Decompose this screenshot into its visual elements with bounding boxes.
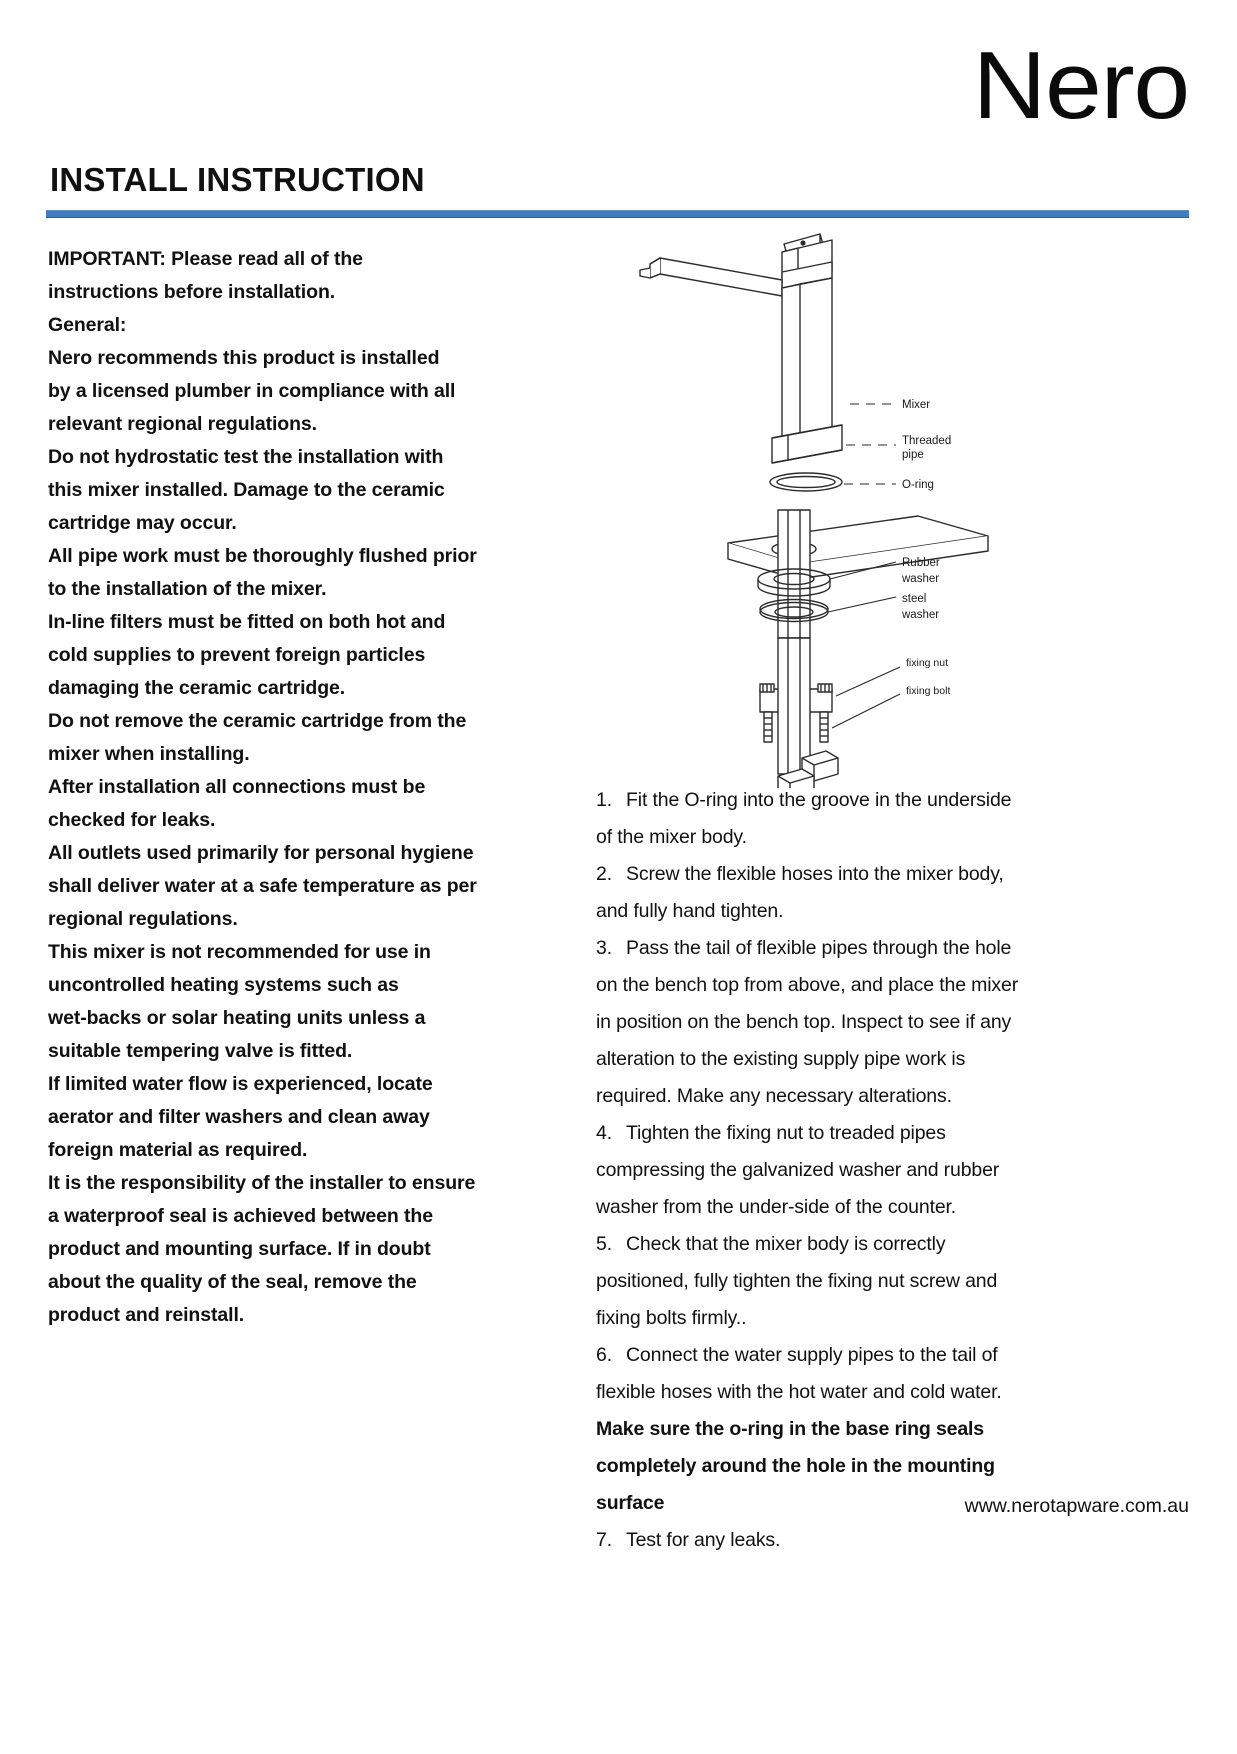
step-number: 5. bbox=[596, 1233, 612, 1255]
step-item bbox=[596, 1226, 1066, 1337]
step-text: Tighten the fixing nut to treaded pipes bbox=[626, 1122, 946, 1144]
label-o-ring: O-ring bbox=[902, 479, 934, 491]
step-text: fixing bolts firmly.. bbox=[596, 1307, 747, 1329]
general-line: instructions before installation. bbox=[48, 281, 336, 303]
general-line: regional regulations. bbox=[48, 908, 238, 930]
general-line: aerator and filter washers and clean away bbox=[48, 1106, 430, 1128]
step-text: Screw the flexible hoses into the mixer body, bbox=[626, 863, 1004, 885]
step-text: Check that the mixer body is correctly bbox=[626, 1233, 946, 1255]
step-text-bold: Make sure the o-ring in the base ring seals bbox=[596, 1418, 984, 1440]
step-text-bold: completely around the hole in the mounting surface bbox=[596, 1455, 995, 1514]
general-line: If limited water flow is experienced, locate bbox=[48, 1073, 433, 1095]
general-line: wet-backs or solar heating units unless a bbox=[48, 1007, 426, 1029]
step-number: 1. bbox=[596, 789, 612, 811]
step-number: 2. bbox=[596, 863, 612, 885]
general-line: IMPORTANT: Please read all of the bbox=[48, 248, 363, 270]
general-line: mixer when installing. bbox=[48, 743, 250, 765]
step-item bbox=[596, 1115, 1066, 1226]
general-line: shall deliver water at a safe temperature as per bbox=[48, 875, 477, 897]
general-line: checked for leaks. bbox=[48, 809, 216, 831]
general-line: It is the responsibility of the installer to ensure bbox=[48, 1172, 476, 1194]
footer-website-url: www.nerotapware.com.au bbox=[964, 1495, 1189, 1517]
general-line: Do not hydrostatic test the installation with bbox=[48, 446, 444, 468]
general-line: a waterproof seal is achieved between the bbox=[48, 1205, 433, 1227]
page-title: INSTALL INSTRUCTION bbox=[50, 161, 425, 198]
step-text: Connect the water supply pipes to the tail of bbox=[626, 1344, 998, 1366]
general-line: foreign material as required. bbox=[48, 1139, 308, 1161]
step-text: Pass the tail of flexible pipes through the hole bbox=[626, 937, 1012, 959]
label-steel-washer-line1: steel bbox=[902, 593, 927, 605]
general-line: product and mounting surface. If in doubt bbox=[48, 1238, 431, 1260]
step-text: required. Make any necessary alterations. bbox=[596, 1085, 952, 1107]
general-line: All outlets used primarily for personal hygiene bbox=[48, 842, 474, 864]
label-rubber-washer-line2: washer bbox=[902, 573, 940, 585]
general-line: After installation all connections must be bbox=[48, 776, 426, 798]
label-mixer: Mixer bbox=[902, 399, 931, 411]
mixer-exploded-diagram bbox=[588, 218, 1108, 788]
general-line: damaging the ceramic cartridge. bbox=[48, 677, 346, 699]
installation-steps-list bbox=[596, 782, 1066, 1559]
general-line: In-line filters must be fitted on both hot and bbox=[48, 611, 446, 633]
step-text: positioned, fully tighten the fixing nut screw and bbox=[596, 1270, 998, 1292]
general-line: relevant regional regulations. bbox=[48, 413, 317, 435]
step-item bbox=[596, 782, 1066, 856]
label-threaded-pipe-line2: pipe bbox=[902, 449, 924, 461]
title-divider-rule bbox=[46, 210, 1189, 218]
general-line: cartridge may occur. bbox=[48, 512, 237, 534]
general-line: Nero recommends this product is installed bbox=[48, 347, 440, 369]
step-text: and fully hand tighten. bbox=[596, 900, 784, 922]
general-line: about the quality of the seal, remove the bbox=[48, 1271, 417, 1293]
step-text: Test for any leaks. bbox=[626, 1529, 781, 1551]
general-line: All pipe work must be thoroughly flushed prior bbox=[48, 545, 477, 567]
step-number: 6. bbox=[596, 1344, 612, 1366]
step-item bbox=[596, 856, 1066, 930]
step-text: washer from the under-side of the counter. bbox=[596, 1196, 957, 1218]
general-line: by a licensed plumber in compliance with all bbox=[48, 380, 456, 402]
label-fixing-nut: fixing nut bbox=[906, 657, 949, 669]
general-line: Do not remove the ceramic cartridge from the bbox=[48, 710, 467, 732]
general-line: General: bbox=[48, 314, 127, 336]
step-text: compressing the galvanized washer and rubber bbox=[596, 1159, 1000, 1181]
step-number: 4. bbox=[596, 1122, 612, 1144]
nero-logo: Nero bbox=[972, 32, 1189, 139]
step-text: on the bench top from above, and place the mixer bbox=[596, 974, 1019, 996]
general-instructions-column bbox=[48, 243, 528, 1332]
general-line: This mixer is not recommended for use in bbox=[48, 941, 431, 963]
general-line: uncontrolled heating systems such as bbox=[48, 974, 399, 996]
step-item bbox=[596, 1522, 1066, 1559]
step-text: flexible hoses with the hot water and cold water. bbox=[596, 1381, 1002, 1403]
step-item bbox=[596, 930, 1066, 1115]
step-text: of the mixer body. bbox=[596, 826, 747, 848]
general-line: product and reinstall. bbox=[48, 1304, 245, 1326]
label-steel-washer-line2: washer bbox=[902, 609, 940, 621]
label-rubber-washer-line1: Rubber bbox=[902, 557, 940, 569]
step-number: 7. bbox=[596, 1529, 612, 1551]
general-line: this mixer installed. Damage to the ceramic bbox=[48, 479, 445, 501]
general-line: suitable tempering valve is fitted. bbox=[48, 1040, 353, 1062]
label-threaded-pipe-line1: Threaded bbox=[902, 435, 952, 447]
general-line: to the installation of the mixer. bbox=[48, 578, 327, 600]
step-text: in position on the bench top. Inspect to see if any bbox=[596, 1011, 1012, 1033]
label-fixing-bolt: fixing bolt bbox=[906, 685, 951, 697]
step-number: 3. bbox=[596, 937, 612, 959]
step-text: Fit the O-ring into the groove in the underside bbox=[626, 789, 1012, 811]
general-line: cold supplies to prevent foreign particles bbox=[48, 644, 426, 666]
step-text: alteration to the existing supply pipe work is bbox=[596, 1048, 966, 1070]
